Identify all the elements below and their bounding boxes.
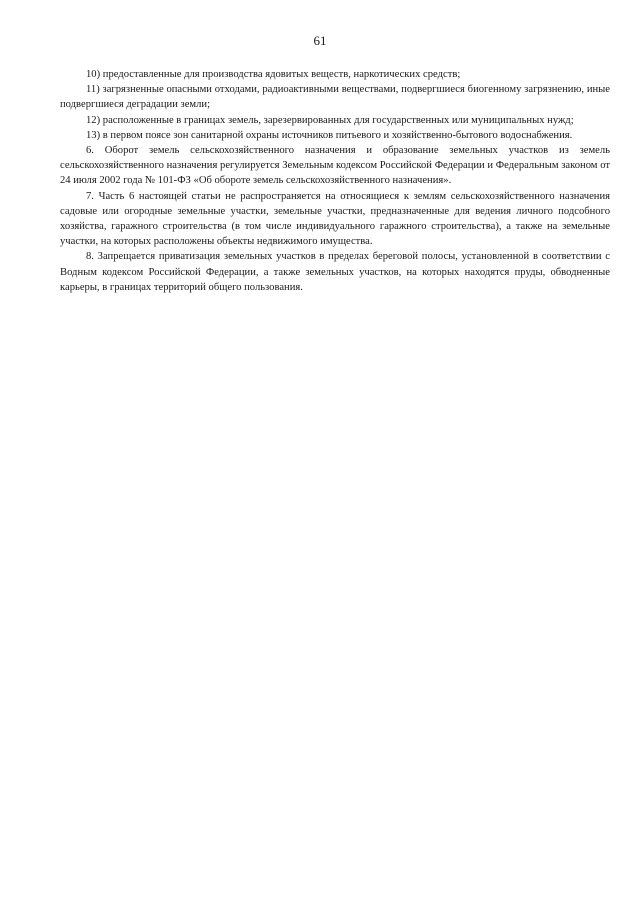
document-body (60, 67, 610, 295)
paragraph-item-11: 11) загрязненные опасными отходами, радиоактивными веществами, подвергшиеся биогенному загрязнению, иные подвергшиеся деградации земли; (60, 84, 610, 111)
page-number: 61 (313, 33, 327, 48)
paragraph-item-12: 12) расположенные в границах земель, зарезервированных для государственных или муниципальных нужд; (86, 114, 574, 126)
paragraph-part-8: 8. Запрещается приватизация земельных участков в пределах береговой полосы, установленной в соответствии с Водным кодексом Российской Федерации, а также земельных участков, на которых находятся пруды, обводненные карьеры, в границах территорий общего пользования. (60, 251, 610, 293)
paragraph-part-6: 6. Оборот земель сельскохозяйственного назначения и образование земельных участков из земель сельскохозяйственного назначения регулируется Земельным кодексом Российской Федерации и Федеральным законом от 24 июля 2002 года № 101-ФЗ «Об обороте земель сельскохозяйственного назначения». (60, 145, 610, 187)
paragraph-item-10: 10) предоставленные для производства ядовитых веществ, наркотических средств; (86, 69, 461, 80)
paragraph-part-7: 7. Часть 6 настоящей статьи не распространяется на относящиеся к землям сельскохозяйственного назначения садовые или огородные земельные участки, земельные участки, предназначенные для ведения личного подсобного хозяйства, гаражного строительства (в том числе индивидуального гаражного строительства), а также на земельные участки, на которых расположены объекты недвижимого имущества. (60, 190, 610, 248)
paragraph-item-13: 13) в первом поясе зон санитарной охраны источников питьевого и хозяйственно-бытового водоснабжения. (86, 129, 573, 141)
